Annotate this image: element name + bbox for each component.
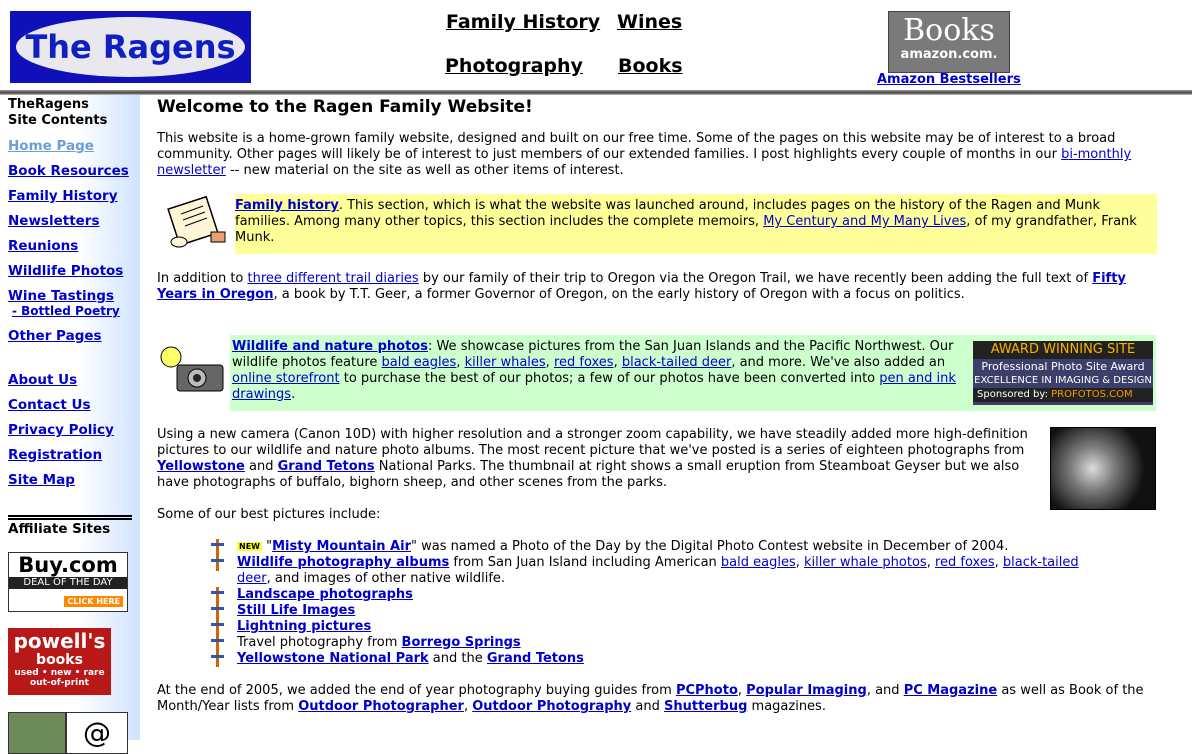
powells-name: powell's	[13, 629, 106, 653]
powells-tagline: used • new • rare	[14, 668, 105, 678]
lightning-link[interactable]: Lightning pictures	[237, 619, 372, 634]
sidebar-item-contact-us[interactable]: Contact Us	[8, 397, 91, 413]
nav-family-history[interactable]: Family History	[446, 11, 601, 33]
bullet-icon	[211, 555, 225, 571]
award-excellence: EXCELLENCE IN IMAGING & DESIGN	[974, 375, 1152, 386]
amazon-books-label: Books	[903, 13, 995, 48]
shutterbug-link[interactable]: Shutterbug	[663, 699, 748, 714]
outdoor-photographer-link[interactable]: Outdoor Photographer	[298, 699, 464, 714]
award-badge[interactable]	[973, 341, 1153, 405]
sidebar-item-other-pages[interactable]: Other Pages	[8, 328, 102, 344]
award-title: AWARD WINNING SITE	[973, 341, 1153, 359]
award-sponsor: Sponsored by: PROFOTOS.COM	[973, 388, 1153, 402]
sidebar-item-registration[interactable]: Registration	[8, 447, 103, 463]
still-life-link[interactable]: Still Life Images	[237, 603, 356, 618]
list-item: Wildlife photography albums from San Juan Island including American bald eagles, killer whale photos, red foxes, black-tailed deer, and images of other native wildlife.	[237, 555, 1097, 587]
affiliate-sites-heading: Affiliate Sites	[8, 521, 111, 537]
sidebar-item-site-map[interactable]: Site Map	[8, 472, 75, 488]
powells-books-banner[interactable]	[8, 628, 111, 695]
wildlife-box: Wildlife and nature photos: We showcase pictures from the San Juan Islands and the Pacific Northwest. Our wildlife photos feature bald eagles, killer whales, red foxes, black-tailed deer, and more. We've also added an online storefront to purchase the best of our photos; a few of our photos have been converted into pen and ink drawings.	[230, 335, 1156, 411]
bullet-icon	[211, 635, 225, 651]
intro-paragraph: This website is a home-grown family website, designed and built on our free time. Some of the pages on this website may be of interest to a broad community. Other pages will likely be of interest to just members of our extended families. I post highlights every couple of months in our bi-monthly newsletter -- new material on the site as well as other items of interest.	[157, 131, 1132, 178]
affiliate-at-icon[interactable]: @	[66, 712, 128, 754]
logo-text: The Ragens	[16, 17, 245, 77]
sidebar	[0, 95, 140, 749]
amazon-books-banner[interactable]	[888, 11, 1010, 73]
fifty-years-link[interactable]: Fifty Years in Oregon	[157, 271, 1126, 302]
sidebar-title: TheRagens Site Contents	[8, 97, 108, 128]
killer-whales-link[interactable]: killer whales	[464, 355, 546, 370]
sidebar-item-wine-tastings[interactable]: Wine Tastings	[8, 288, 114, 304]
award-subtitle: Professional Photo Site Award	[981, 360, 1145, 373]
powells-books: books	[36, 652, 83, 668]
buycom-name: Buy.com	[18, 553, 118, 577]
page-title: Welcome to the Ragen Family Website!	[157, 97, 533, 117]
borrego-springs-link[interactable]: Borrego Springs	[401, 635, 521, 650]
camera-icon	[157, 343, 227, 399]
sidebar-item-wildlife-photos[interactable]: Wildlife Photos	[8, 263, 124, 279]
sidebar-item-home[interactable]: Home Page	[8, 138, 94, 154]
red-foxes-link[interactable]: red foxes	[553, 355, 614, 370]
buycom-banner[interactable]	[8, 552, 128, 612]
list-grand-tetons-link[interactable]: Grand Tetons	[486, 651, 584, 666]
sidebar-item-newsletters[interactable]: Newsletters	[8, 213, 100, 229]
popular-imaging-link[interactable]: Popular Imaging	[746, 683, 867, 698]
yellowstone-link[interactable]: Yellowstone	[157, 459, 245, 474]
online-storefront-link[interactable]: online storefront	[232, 371, 340, 386]
oregon-paragraph: In addition to three different trail diaries by our family of their trip to Oregon via the Oregon Trail, we have recently been adding the full text of Fifty Years in Oregon, a book by T.T. Geer, a former Governor of Oregon, on the early history of Oregon with a focus on politics.	[157, 271, 1126, 302]
list-item: Travel photography from Borrego Springs	[237, 635, 521, 651]
buycom-click-button[interactable]: CLICK HERE	[64, 596, 123, 607]
nav-books[interactable]: Books	[618, 55, 683, 77]
list-item	[237, 619, 371, 635]
outdoor-photography-link[interactable]: Outdoor Photography	[472, 699, 632, 714]
list-item: Yellowstone National Park and the Grand Tetons	[237, 651, 584, 667]
sidebar-item-reunions[interactable]: Reunions	[8, 238, 79, 254]
bullet-icon	[211, 619, 225, 635]
family-history-link[interactable]: Family history	[235, 198, 339, 213]
pcphoto-link[interactable]: PCPhoto	[675, 683, 738, 698]
newsletter-link[interactable]: bi-monthly newsletter	[157, 147, 1132, 178]
bald-eagles-link[interactable]: bald eagles	[381, 355, 457, 370]
site-logo[interactable]	[10, 11, 251, 83]
powells-tagline-2: out-of-print	[30, 678, 89, 688]
list-item	[237, 603, 355, 619]
best-pictures-intro: Some of our best pictures include:	[157, 507, 381, 522]
list-item: $^{NEW}$ "Misty Mountain Air" was named a Photo of the Day by the Digital Photo Contest website in December of 2004.	[237, 539, 1147, 555]
bullet-icon	[211, 539, 225, 555]
new-badge: NEW	[239, 542, 260, 551]
affiliate-banner-thumb[interactable]	[8, 712, 66, 754]
bullet-icon	[211, 651, 225, 667]
family-history-section	[157, 194, 1157, 254]
list-red-foxes-link[interactable]: red foxes	[934, 555, 995, 570]
trail-diaries-link[interactable]: three different trail diaries	[247, 271, 419, 286]
sidebar-item-bottled-poetry[interactable]: - Bottled Poetry	[12, 304, 120, 318]
amazon-brand-label: amazon.com.	[900, 47, 998, 62]
sidebar-divider	[8, 515, 132, 520]
buycom-deal: DEAL OF THE DAY	[9, 577, 127, 589]
site-header	[0, 0, 1192, 90]
camera-paragraph: Using a new camera (Canon 10D) with higher resolution and a stronger zoom capability, we have steadily added more high-definition pictures to our wildlife and nature photo albums. The most recent picture that we've posted is a series of eighteen photographs from Yellowstone and Grand Tetons National Parks. The thumbnail at right shows a small eruption from Steamboat Geyser but we also have photographs of buffalo, bighorn sheep, and other scenes from the parks.	[157, 427, 1028, 490]
pen-ink-drawings-link[interactable]: pen and ink drawings	[232, 371, 956, 402]
sidebar-item-book-resources[interactable]: Book Resources	[8, 163, 129, 179]
list-item	[237, 587, 413, 603]
yellowstone-park-link[interactable]: Yellowstone National Park	[237, 651, 429, 666]
nav-wines[interactable]: Wines	[617, 11, 683, 33]
amazon-bestsellers-link[interactable]: Amazon Bestsellers	[877, 72, 1021, 87]
wildlife-albums-link[interactable]: Wildlife photography albums	[237, 555, 450, 570]
bullet-icon	[211, 603, 225, 619]
buying-guides-paragraph: At the end of 2005, we added the end of year photography buying guides from PCPhoto, Popular Imaging, and PC Magazine as well as Book of the Month/Year lists from Outdoor Photographer, Outdoor Photography and Shutterbug magazines.	[157, 683, 1144, 714]
sidebar-item-family-history[interactable]: Family History	[8, 188, 118, 204]
list-killer-whale-link[interactable]: killer whale photos	[804, 555, 927, 570]
memoir-link[interactable]: My Century and My Many Lives	[763, 214, 967, 229]
wildlife-photos-link[interactable]: Wildlife and nature photos	[232, 339, 428, 354]
header-divider	[0, 90, 1192, 95]
list-deer-link[interactable]: black-tailed deer	[237, 555, 1079, 586]
sidebar-item-about-us[interactable]: About Us	[8, 372, 78, 388]
bullet-icon	[211, 587, 225, 603]
family-history-box: Family history. This section, which is what the website was launched around, includes pages on the history of the Ragen and Munk families. Among many other topics, this section includes the complete memoirs, My Century and My Many Lives, of my grandfather, Frank Munk.	[235, 194, 1157, 254]
sidebar-item-privacy-policy[interactable]: Privacy Policy	[8, 422, 114, 438]
nav-photography[interactable]: Photography	[445, 55, 583, 77]
grand-tetons-link[interactable]: Grand Tetons	[277, 459, 375, 474]
geyser-thumbnail[interactable]	[1050, 427, 1156, 510]
list-bald-eagles-link[interactable]: bald eagles	[720, 555, 796, 570]
landscape-link[interactable]: Landscape photographs	[237, 587, 413, 602]
black-tailed-deer-link[interactable]: black-tailed deer	[621, 355, 732, 370]
pc-magazine-link[interactable]: PC Magazine	[903, 683, 998, 698]
misty-mountain-link[interactable]: Misty Mountain Air	[272, 539, 411, 554]
scroll-icon	[159, 196, 233, 252]
